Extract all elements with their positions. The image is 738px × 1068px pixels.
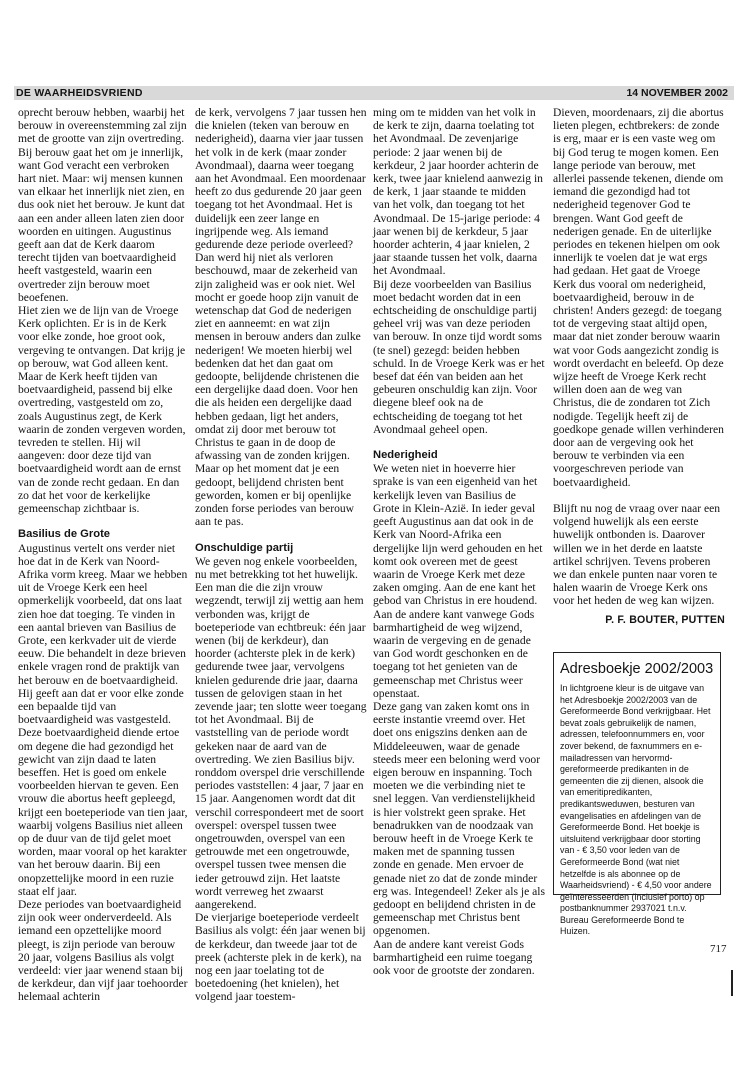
paragraph: Bij deze voorbeelden van Basilius moet bedacht worden dat in een echtscheiding de onschuldige partij geheel vrij was van deze perioden van berouw. In onze tijd wordt soms (te snel) gezegd: beiden hebben schuld. In de Vroege Kerk was er het besef dat één van beiden aan het gebeuren onschuldig kan zijn. Voor diegene bleef ook na de echtscheiding de toegang tot het Avondmaal geheel open.: [373, 277, 545, 436]
announcement-title: Adresboekje 2002/2003: [560, 661, 714, 677]
announcement-body: In lichtgroene kleur is de uitgave van het Adresboekje 2002/2003 van de Gereformeerde Bond verkrijgbaar. Het bevat zoals gebruikelijk de namen, adressen, telefoonnummers en, voor zover bekend, de faxnummers en e-mailadressen van hervormd-gereformeerde predikanten in de gemeenten die zij dienen, alsook die van emeritipredikanten, predikantsweduwen, besturen van evangelisaties en afdelingen van de Gereformeerde Bond. Het boekje is uitsluitend verkrijgbaar door storting van - € 3,50 voor leden van de Gereformeerde Bond (wat niet hetzelfde is als abonnee op de Waarheidsvriend) - € 4,50 voor andere geïnteresseerden (inclusief porto) op postbanknummer 2937021 t.n.v. Bureau Gereformeerde Bond te Huizen.: [560, 683, 712, 937]
article-column-3: [373, 106, 545, 977]
crop-mark: [731, 970, 733, 996]
paragraph: Deze gang van zaken komt ons in eerste instantie vreemd over. Het doet ons enigszins denken aan de Middeleeuwen, waar de genade steeds meer een beloning werd voor eigen berouw en inspanning. Toch moeten we die verbinding niet te snel leggen. Van verdienstelijkheid is hier volstrekt geen sprake. Het benadrukken van de noodzaak van berouw heeft in de Vroege Kerk te maken met de spanning tussen zonde en genade. Men ervoer de genade niet zo dat de zonde minder erg was. Integendeel! Zeker als je als gedoopt en belijdend christen in de gemeenschap met Christus bent opgenomen.: [373, 699, 546, 938]
paragraph: Dieven, moordenaars, zij die abortus lieten plegen, echtbrekers: de zonde is erg, maar er is een vaste weg om bij God terug te mogen komen. Een lange periode van berouw, met allerlei passende tekenen, diende om iemand die gezondigd had tot nederigheid tegenover God te brengen. Want God geeft de nederigen genade. En de uiterlijke periodes en tekenen hielpen om ook innerlijk te voelen dat je wat ergs had gedaan. Het gaat de Vroege Kerk dus vooral om nederigheid, boetvaardigheid, berouw in de christen! Anders gezegd: de toegang tot de vergeving staat altijd open, maar dat niet zonder berouw waarin wat voor Gods aangezicht zondig is wordt overdacht en beleefd. Op deze wijze heeft de Vroege Kerk recht willen doen aan de weg van Christus, die de zondaren tot Zich nodigde. Tegelijk heeft zij de goedkope genade willen verhinderen door aan de vergeving ook het berouw te verbinden via een voorgeschreven periode van boetvaardigheid.: [553, 106, 724, 489]
article-column-2: [195, 106, 367, 1004]
announcement-box: [553, 652, 721, 937]
paragraph: Blijft nu nog de vraag over naar een volgend huwelijk als een eerste huwelijk ontbonden is. Daarover willen we in het derde en laatste artikel schrijven. Tevens proberen we dan enkele punten naar voren te halen waarin de Vroege Kerk ons voor het heden de weg kan wijzen.: [553, 501, 721, 608]
paragraph: Deze periodes van boetvaardigheid zijn ook weer onderverdeeld. Als iemand een opzettelijke moord pleegt, is zijn periode van berouw 20 jaar, volgens Basilius als volgt verdeeld: vier jaar wenend staan bij de kerkdeur, dan vijf jaar toehoorder helemaal achterin: [18, 897, 188, 1004]
publication-name: DE WAARHEIDSVRIEND: [16, 87, 143, 99]
paragraph: de kerk, vervolgens 7 jaar tussen hen die knielen (teken van berouw en nederigheid), daarna vier jaar tussen het volk in de kerk (maar zonder Avondmaal), daarna weer toegang aan het Avondmaal. Een moordenaar heeft zo dus gedurende 20 jaar geen toegang tot het Avondmaal. Het is duidelijk een zeer lange en ingrijpende weg. Als iemand gedurende deze periode overleed? Dan werd hij niet als verloren beschouwd, maar de zekerheid van zijn zaligheid was er ook niet. Wel mocht er goede hoop zijn vanuit de wetenschap dat God de nederigen ziet en aanneemt: en wat zijn mensen in berouw anders dan zulke nederigen! We moeten hierbij wel bedenken dat het dan gaat om gedoopte, belijdende christenen die een dergelijke daad doen. Voor hen die als heiden een dergelijke daad hebben gedaan, ligt het anders, omdat zij door met berouw tot Christus te gaan in de doop de afwassing van de zonden krijgen. Maar op het moment dat je een gedoopt, belijdend christen bent geworden, komen er bij openlijke zonden forse periodes van berouw aan te pas.: [195, 106, 367, 529]
section-heading-onschuldige-partij: Onschuldige partij: [195, 541, 294, 554]
page-number: 717: [710, 943, 727, 955]
paragraph: We geven nog enkele voorbeelden, nu met betrekking tot het huwelijk. Een man die die zijn vrouw wegzendt, terwijl zij wettig aan hem verbonden was, krijgt de boeteperiode van echtbreuk: één jaar wenen (bij de kerkdeur), dan hoorder (achterste plek in de kerk) gedurende twee jaar, vervolgens knielen gedurende drie jaar, daarna tussen de gelovigen staan in het zevende jaar; ten slotte weer toegang tot het Avondmaal. Bij de vaststelling van de periode wordt gekeken naar de aard van de overtreding. We zien Basilius bijv. ronddom overspel drie verschillende periodes vaststellen: 4 jaar, 7 jaar en 15 jaar. Aangenomen wordt dat dit verschil correspondeert met de soort overspel: overspel tussen twee ongetrouwden, overspel van een getrouwde met een ongetrouwde, overspel tussen twee mensen die ieder getrouwd zijn. Het laatste wordt verreweg het zwaarst aangerekend.: [195, 554, 367, 911]
paragraph: De vierjarige boeteperiode verdeelt Basilius als volgt: één jaar wenen bij de kerkdeur, dan tweede jaar tot de preek (achterste plek in de kerk), na nog een jaar toelating tot de boetedoening (het knielen), het volgend jaar toestem-: [195, 911, 366, 1004]
article-author: P. F. BOUTER, PUTTEN: [605, 613, 725, 626]
article-column-4: [553, 106, 725, 627]
section-heading-basilius: Basilius de Grote: [18, 528, 111, 541]
paragraph: Hiet zien we de lijn van de Vroege Kerk oplichten. Er is in de Kerk voor elke zonde, hoe groot ook, vergeving te ontvangen. Dat krijg je op berouw, wat God alleen kent. Maar de Kerk heeft tijden van boetvaardigheid, passend bij elke overtreding, vastgesteld om zo, zoals Augustinus zegt, de Kerk waarin de zonden vergeven worden, tevreden te stellen. Hij wil aangeven: door deze tijd van boetvaardigheid wordt aan de ernst van de zonde recht gedaan. En dan zo dat het voor de kerkelijke gemeenschap zichtbaar is.: [18, 304, 186, 516]
paragraph: Augustinus vertelt ons verder niet hoe dat in de Kerk van Noord-Afrika vorm kreeg. Maar we hebben uit de Vroege Kerk een heel opmerkelijk voorbeeld, dat ons laat zien hoe dat toeging. Te vinden in een aantal brieven van Basilius de Grote, een kerkvader uit de vierde eeuw. Die behandelt in deze brieven enkele vragen rond de praktijk van het berouw en de boetvaardigheid. Hij geeft aan dat er voor elke zonde een bepaalde tijd van boetvaardigheid was vastgesteld. Deze boetvaardigheid diende ertoe om degene die had gezondigd het gewicht van zijn daad te laten beseffen. Het is goed om enkele voorbeelden hiervan te geven. Een vrouw die abortus heeft gepleegd, krijgt een boeteperiode van tien jaar, waarbij volgens Basilius niet alleen op de duur van de tijd gelet moet worden, maar vooral op het karakter van het berouw daarin. Bij een onopzettelijke moord in een ruzie staat elf jaar.: [18, 541, 188, 898]
paragraph: We weten niet in hoeverre hier sprake is van een eigenheid van het kerkelijk leven van Basilius de Grote in Klein-Azië. In ieder geval geeft Augustinus aan dat ook in de Kerk van Noord-Afrika een dergelijke lijn werd gehouden en het komt ook overeen met de geest waarin de Vroege Kerk met deze zaken omging. Aan de ene kant het gebod van Christus in ere houdend. Aan de andere kant vanwege Gods barmhartigheid de weg wijzend, waarin de vergeving en de genade van God wordt geschonken en de toegang tot het genieten van de gemeenschap met Christus weer openstaat.: [373, 462, 543, 700]
issue-date: 14 NOVEMBER 2002: [626, 87, 728, 99]
section-heading-nederigheid: Nederigheid: [373, 449, 438, 462]
paragraph: ming om te midden van het volk in de kerk te zijn, daarna toelating tot het Avondmaal. De zevenjarige periode: 2 jaar wenen bij de kerkdeur, 2 jaar hoorder achterin de kerk, twee jaar knielend aanwezig in de kerk, 1 jaar staande te midden van het volk, dan toegang tot het Avondmaal. De 15-jarige periode: 4 jaar wenen bij de kerkdeur, 5 jaar hoorder achterin, 4 jaar knielen, 2 jaar staande tussen het volk, daarna het Avondmaal.: [373, 106, 543, 278]
paragraph: oprecht berouw hebben, waarbij het berouw in overeenstemming zal zijn met de grootte van zijn overtreding. Bij berouw gaat het om je innerlijk, want God veracht een verbroken hart niet. Maar: wij mensen kunnen van elkaar het innerlijk niet zien, en dus ook niet het berouw. Je kunt dat aan een ander alleen laten zien door woorden en uitingen. Augustinus geeft aan dat de Kerk daarom terecht tijden van boetvaardigheid heeft vastgesteld, waarin een overtreder zijn berouw moet beoefenen.: [18, 106, 187, 304]
article-column-1: [18, 106, 188, 1004]
paragraph: Aan de andere kant vereist Gods barmhartigheid een ruime toegang ook voor de grootste der zondaren.: [373, 937, 535, 977]
